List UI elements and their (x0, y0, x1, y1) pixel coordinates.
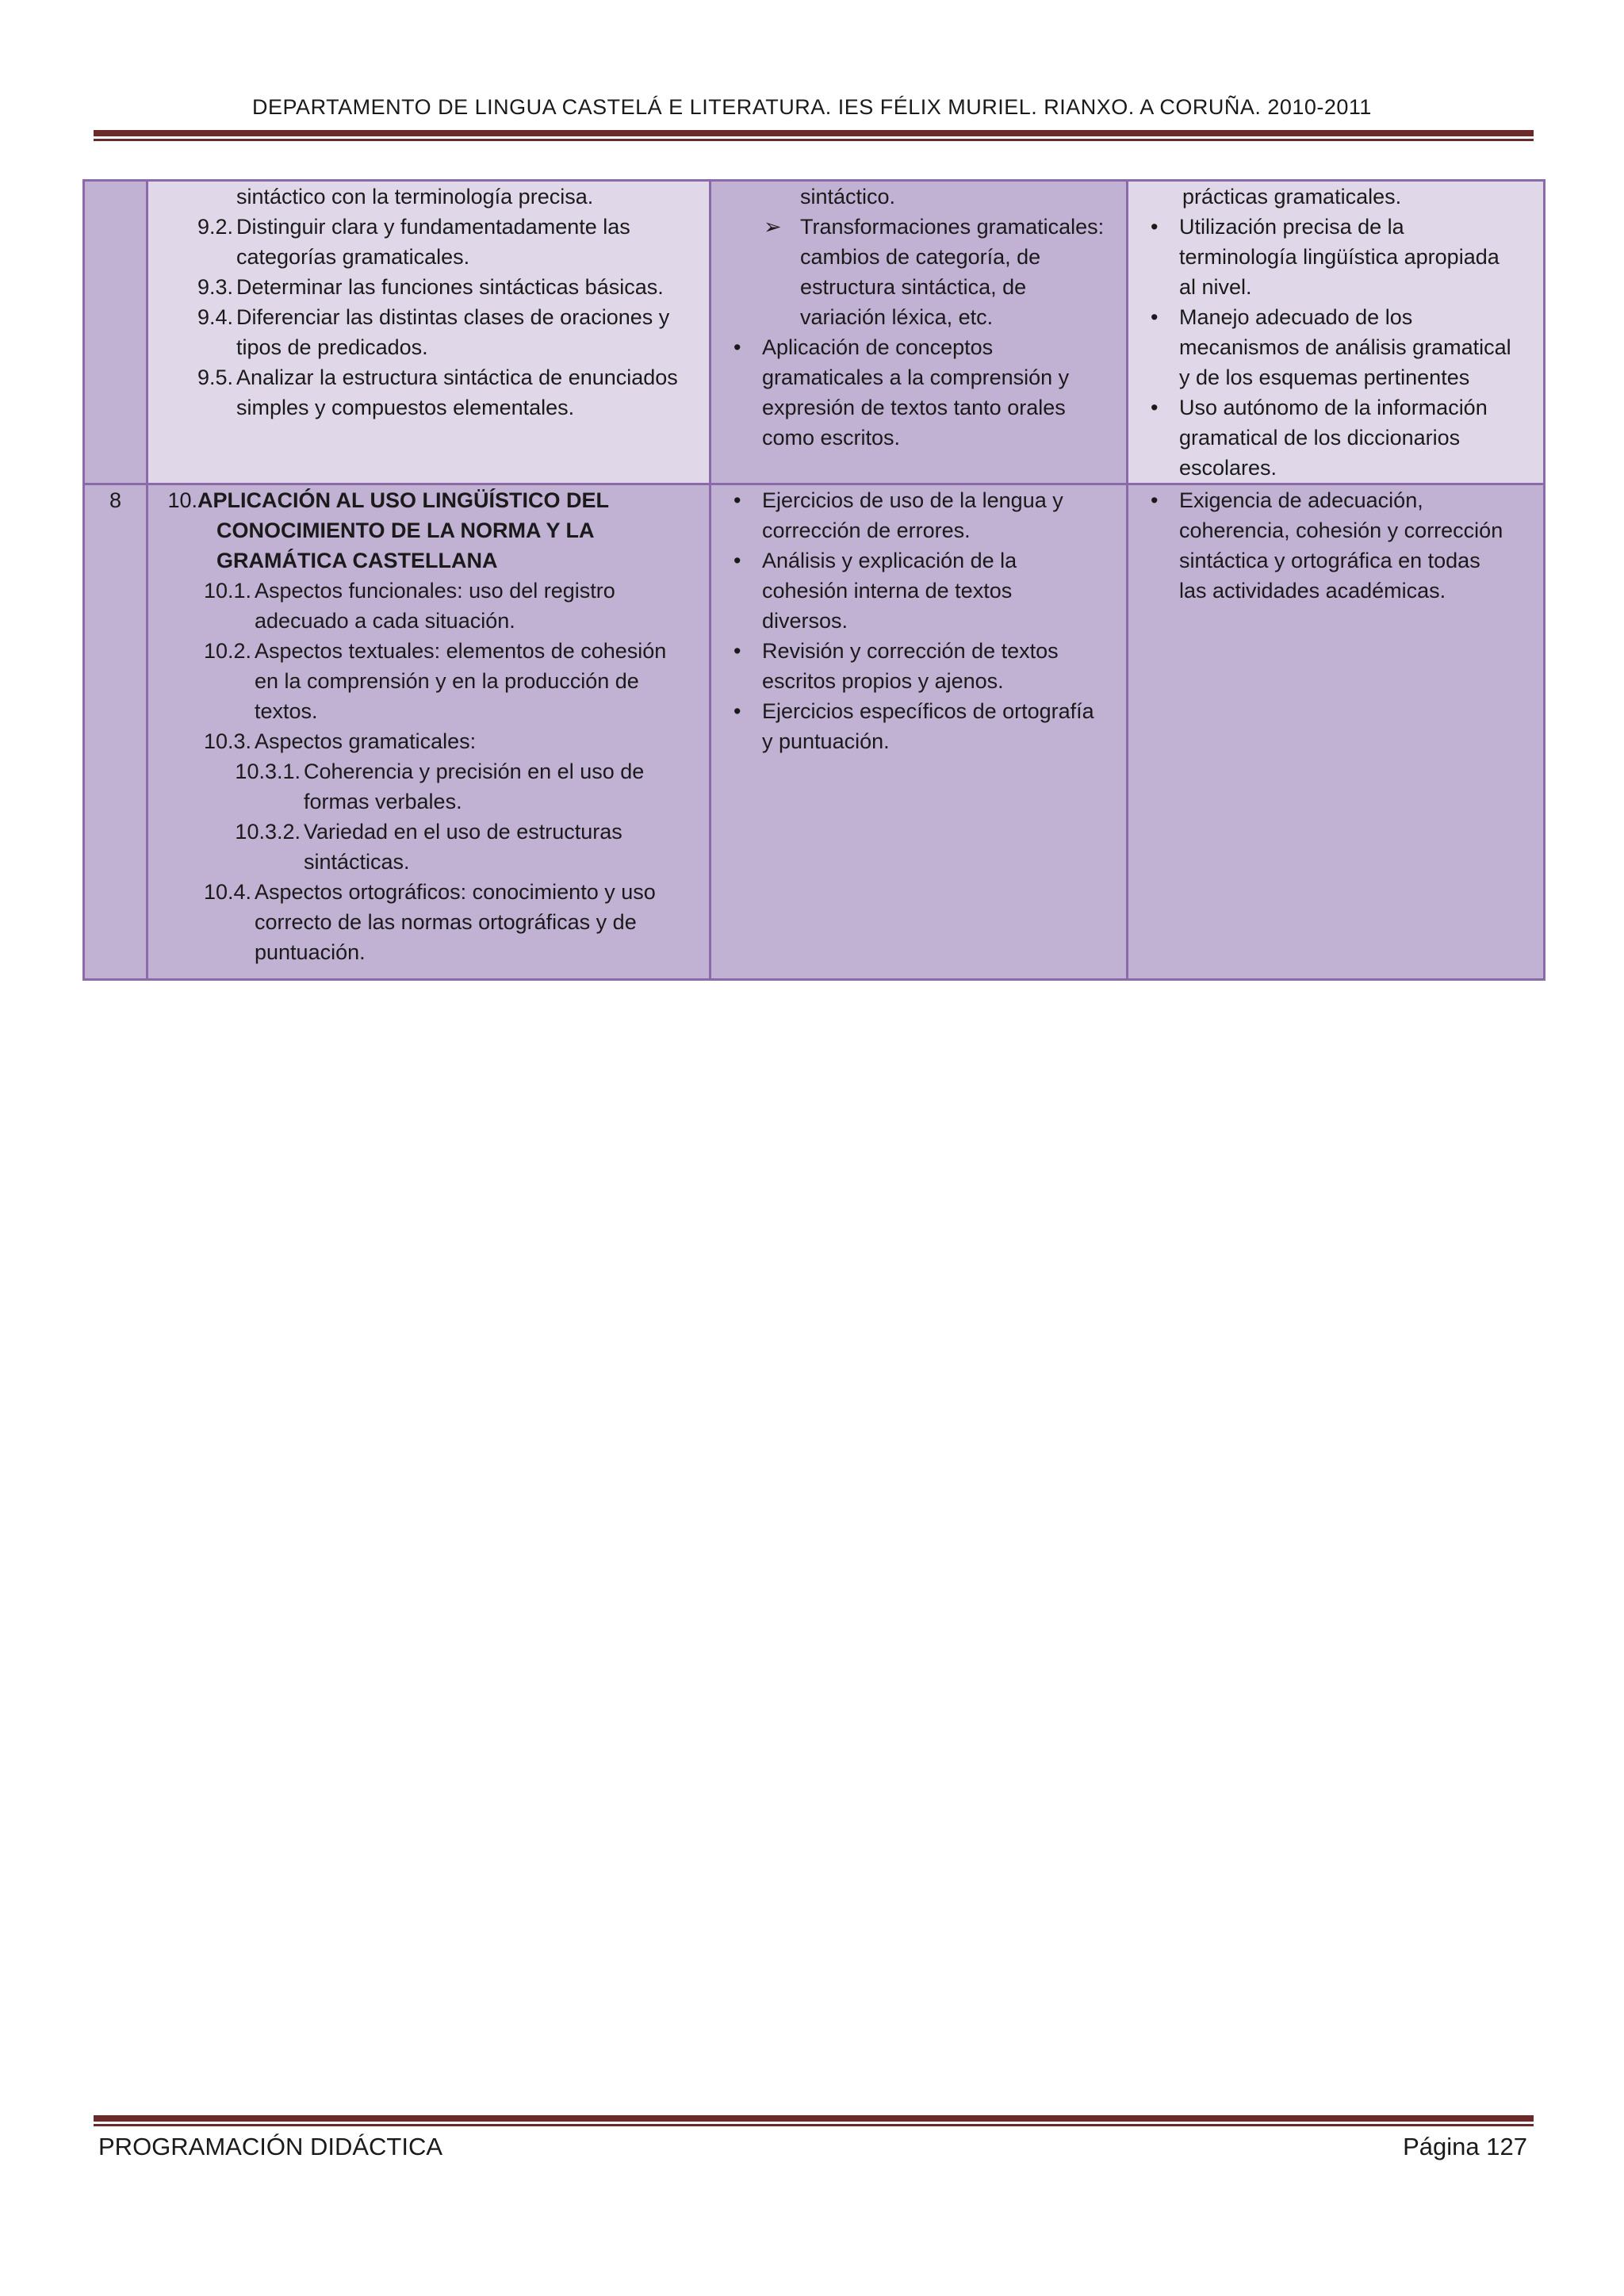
item-text: Aspectos funcionales: uso del registro (255, 579, 615, 603)
item-text: estructura sintáctica, de (800, 275, 1027, 299)
list-item (158, 272, 699, 302)
item-text: y de los esquemas pertinentes (1179, 365, 1470, 389)
item-text: cohesión interna de textos (762, 579, 1013, 603)
item-text: Uso autónomo de la información (1179, 396, 1488, 419)
item-number: 9.2. (197, 215, 233, 239)
list-item (1138, 485, 1534, 606)
list-item (158, 302, 699, 362)
item-text: Utilización precisa de la (1179, 215, 1404, 239)
item-text: Análisis y explicación de la (762, 549, 1017, 572)
item-text: textos. (255, 699, 318, 723)
page-header-title: DEPARTAMENTO DE LINGUA CASTELÁ E LITERATURA. IES FÉLIX MURIEL. RIANXO. A CORUÑA. 2010-2011 (252, 95, 1372, 119)
item-number: 10.3. (203, 729, 251, 753)
item-number: 9.3. (197, 275, 233, 299)
item-text: Revisión y corrección de textos (762, 639, 1059, 663)
bullet-icon: • (733, 549, 741, 572)
item-text: gramatical de los diccionarios (1179, 426, 1461, 450)
item-text: Determinar las funciones sintácticas básicas. (236, 275, 664, 299)
arrow-list-item (721, 212, 1116, 332)
item-text: Ejercicios específicos de ortografía (762, 699, 1094, 723)
item-text: como escritos. (762, 426, 901, 450)
list-item (158, 756, 699, 817)
bullet-icon: • (733, 639, 741, 663)
objective-heading-text: APLICACIÓN AL USO LINGÜÍSTICO DEL (197, 488, 610, 512)
bullet-icon: • (733, 699, 741, 723)
table-row (84, 484, 1545, 980)
list-item (158, 212, 699, 272)
objectives-list (158, 212, 699, 423)
criteria-cell (1128, 181, 1545, 484)
item-number: 10.1. (203, 579, 251, 603)
programming-table (82, 179, 1545, 981)
table-row (84, 181, 1545, 484)
criteria-continuation: prácticas gramaticales. (1182, 185, 1402, 209)
item-text: coherencia, cohesión y corrección (1179, 519, 1503, 542)
item-text: Aspectos textuales: elementos de cohesión (255, 639, 667, 663)
item-text: al nivel. (1179, 275, 1252, 299)
list-item (158, 362, 699, 423)
unit-number-cell: 8 (84, 484, 147, 980)
item-text: Aspectos gramaticales: (255, 729, 477, 753)
item-text: escritos propios y ajenos. (762, 669, 1004, 693)
item-text: Aplicación de conceptos (762, 335, 994, 359)
item-number: 10.4. (203, 880, 251, 904)
list-item (721, 696, 1116, 756)
item-text: escolares. (1179, 456, 1277, 480)
item-text: categorías gramaticales. (236, 245, 470, 269)
objectives-list (158, 576, 699, 967)
content-continuation: sintáctico. (800, 185, 896, 209)
objective-heading-text: GRAMÁTICA CASTELLANA (216, 549, 498, 572)
item-text: cambios de categoría, de (800, 245, 1041, 269)
contents-list (721, 332, 1116, 453)
bullet-icon: • (1151, 488, 1159, 512)
objectives-cell (147, 484, 710, 980)
item-text: Ejercicios de uso de la lengua y (762, 488, 1063, 512)
list-item (158, 726, 699, 756)
unit-number-cell (84, 181, 147, 484)
list-item (158, 817, 699, 877)
item-text: tipos de predicados. (236, 335, 428, 359)
list-item (721, 332, 1116, 453)
item-text: las actividades académicas. (1179, 579, 1446, 603)
item-text: Distinguir clara y fundamentadamente las (236, 215, 630, 239)
item-number: 10.3.2. (235, 820, 301, 844)
objective-heading-text: CONOCIMIENTO DE LA NORMA Y LA (216, 519, 595, 542)
item-text: variación léxica, etc. (800, 305, 994, 329)
footer-title: PROGRAMACIÓN DIDÁCTICA (98, 2133, 443, 2160)
list-item (1138, 212, 1534, 302)
objective-continuation: sintáctico con la terminología precisa. (236, 185, 594, 209)
item-text: y puntuación. (762, 729, 890, 753)
arrow-bullet-icon: ➢ (764, 215, 782, 239)
contents-list (721, 485, 1116, 756)
list-item (1138, 302, 1534, 392)
item-text: sintácticas. (304, 850, 410, 874)
list-item (158, 877, 699, 967)
list-item (721, 485, 1116, 545)
objective-heading: 10. APLICACIÓN AL USO LINGÜÍSTICO DEL CONOCIMIENTO DE LA NORMA Y LA GRAMÁTICA CASTELLANA (158, 485, 699, 576)
item-text: en la comprensión y en la producción de (255, 669, 639, 693)
list-item (158, 576, 699, 636)
item-number: 9.5. (197, 365, 233, 389)
contents-cell (710, 181, 1128, 484)
bullet-icon: • (733, 335, 741, 359)
item-text: Coherencia y precisión en el uso de (304, 760, 645, 783)
item-text: formas verbales. (304, 790, 462, 813)
item-number: 9.4. (197, 305, 233, 329)
item-text: Diferenciar las distintas clases de oraciones y (236, 305, 670, 329)
item-text: Aspectos ortográficos: conocimiento y uso (255, 880, 656, 904)
item-text: Exigencia de adecuación, (1179, 488, 1423, 512)
bullet-icon: • (1151, 305, 1159, 329)
item-text: Transformaciones gramaticales: (800, 215, 1105, 239)
header-rule (94, 130, 1534, 141)
list-item (1138, 392, 1534, 483)
item-text: diversos. (762, 609, 848, 633)
item-number: 10.3.1. (235, 760, 301, 783)
item-text: mecanismos de análisis gramatical (1179, 335, 1511, 359)
page-number: Página 127 (1403, 2133, 1527, 2160)
criteria-list (1138, 212, 1534, 483)
item-text: corrección de errores. (762, 519, 971, 542)
item-number: 10.2. (203, 639, 251, 663)
list-item (721, 636, 1116, 696)
list-item (158, 636, 699, 726)
bullet-icon: • (1151, 396, 1159, 419)
item-text: Variedad en el uso de estructuras (304, 820, 622, 844)
item-text: sintáctica y ortográfica en todas (1179, 549, 1480, 572)
item-text: gramaticales a la comprensión y (762, 365, 1070, 389)
list-item (721, 545, 1116, 636)
item-text: adecuado a cada situación. (255, 609, 515, 633)
objectives-cell (147, 181, 710, 484)
item-text: Manejo adecuado de los (1179, 305, 1413, 329)
footer-rule (94, 2115, 1534, 2126)
item-text: Analizar la estructura sintáctica de enunciados (236, 365, 678, 389)
criteria-cell (1128, 484, 1545, 980)
item-text: terminología lingüística apropiada (1179, 245, 1500, 269)
item-text: correcto de las normas ortográficas y de (255, 910, 637, 934)
item-text: expresión de textos tanto orales (762, 396, 1066, 419)
contents-cell (710, 484, 1128, 980)
item-text: puntuación. (255, 940, 366, 964)
bullet-icon: • (1151, 215, 1159, 239)
criteria-list (1138, 485, 1534, 606)
bullet-icon: • (733, 488, 741, 512)
item-text: simples y compuestos elementales. (236, 396, 575, 419)
